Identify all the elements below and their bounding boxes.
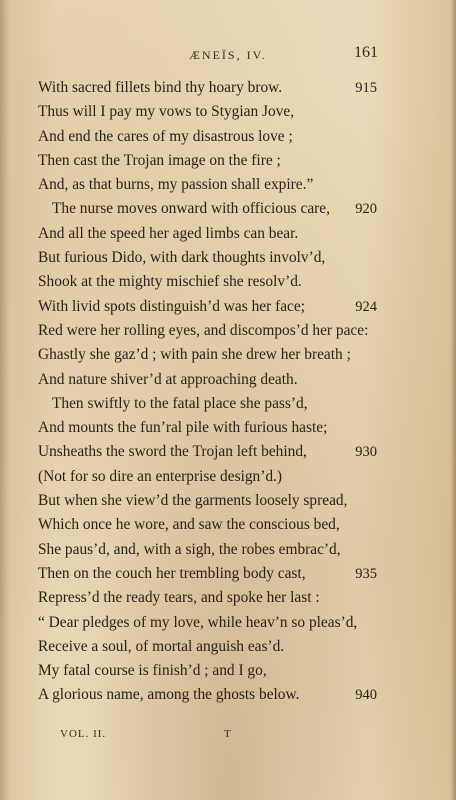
line-number: 940 bbox=[355, 687, 377, 704]
verse-line bbox=[0, 368, 456, 392]
verse-line-text: And mounts the fun’ral pile with furious haste; bbox=[38, 419, 328, 437]
line-number: 924 bbox=[355, 298, 377, 315]
verse-line bbox=[0, 489, 456, 513]
verse-line bbox=[0, 611, 456, 635]
verse-line bbox=[0, 440, 456, 464]
verse-line bbox=[0, 635, 456, 659]
verse-line bbox=[0, 465, 456, 489]
verse-line-text: But when she view’d the garments loosely spread, bbox=[38, 492, 348, 510]
verse-line bbox=[0, 295, 456, 319]
verse-line-text: Ghastly she gaz’d ; with pain she drew her breath ; bbox=[38, 346, 351, 364]
signature-mark: T bbox=[224, 728, 232, 740]
verse-line-text: The nurse moves onward with officious care, bbox=[52, 200, 330, 218]
verse-line-text: Shook at the mighty mischief she resolv’d. bbox=[38, 273, 302, 291]
verse-line-text: With sacred fillets bind thy hoary brow. bbox=[38, 79, 283, 96]
verse-line-text: Receive a soul, of mortal anguish eas’d. bbox=[38, 637, 285, 655]
verse-line bbox=[0, 222, 456, 246]
page-number: 161 bbox=[354, 44, 378, 61]
verse-line-text: And, as that burns, my passion shall expire.” bbox=[38, 176, 314, 194]
line-number: 920 bbox=[355, 201, 377, 218]
footer bbox=[0, 728, 456, 744]
verse-line bbox=[0, 538, 456, 562]
verse-line-text: Then on the couch her trembling body cast, bbox=[38, 564, 306, 582]
verse-line bbox=[0, 149, 456, 173]
verse-line-text: “ Dear pledges of my love, while heav’n so pleas’d, bbox=[38, 613, 358, 631]
verse-block bbox=[0, 76, 456, 708]
verse-line bbox=[0, 246, 456, 270]
verse-line bbox=[0, 392, 456, 416]
verse-line bbox=[0, 197, 456, 221]
verse-line bbox=[0, 659, 456, 683]
verse-line bbox=[0, 343, 456, 367]
line-number: 915 bbox=[355, 80, 377, 96]
verse-line-text: And all the speed her aged limbs can bear. bbox=[38, 224, 299, 242]
verse-line-text: Red were her rolling eyes, and discompos’d her pace: bbox=[38, 321, 369, 339]
verse-line bbox=[0, 100, 456, 124]
verse-line bbox=[0, 416, 456, 440]
verse-line-text: Unsheaths the sword the Trojan left behind, bbox=[38, 443, 307, 461]
verse-line-text: With livid spots distinguish’d was her face; bbox=[38, 297, 305, 315]
verse-line-text: A glorious name, among the ghosts below. bbox=[38, 686, 300, 704]
verse-line-text: She paus’d, and, with a sigh, the robes embrac’d, bbox=[38, 540, 341, 558]
line-number: 935 bbox=[355, 565, 377, 582]
verse-line bbox=[0, 513, 456, 537]
verse-line-text: (Not for so dire an enterprise design’d.) bbox=[38, 467, 283, 485]
verse-line bbox=[0, 270, 456, 294]
running-title: ÆNEÏS, IV. bbox=[189, 48, 267, 62]
verse-line bbox=[0, 683, 456, 707]
verse-line-text: And end the cares of my disastrous love ; bbox=[38, 127, 293, 145]
verse-line bbox=[0, 319, 456, 343]
verse-line bbox=[0, 173, 456, 197]
verse-line bbox=[0, 562, 456, 586]
verse-line-text: My fatal course is finish’d ; and I go, bbox=[38, 662, 267, 680]
verse-line-text: And nature shiver’d at approaching death. bbox=[38, 370, 298, 388]
verse-line-text: But furious Dido, with dark thoughts involv’d, bbox=[38, 249, 326, 267]
verse-line-text: Then swiftly to the fatal place she pass’d, bbox=[52, 394, 308, 412]
volume-label: VOL. II. bbox=[60, 728, 107, 740]
verse-line-text: Which once he wore, and saw the conscious bed, bbox=[38, 516, 340, 534]
verse-line-text: Thus will I pay my vows to Stygian Jove, bbox=[38, 103, 295, 121]
line-number: 930 bbox=[355, 444, 377, 461]
verse-line-text: Then cast the Trojan image on the fire ; bbox=[38, 151, 281, 169]
verse-line bbox=[0, 586, 456, 610]
verse-line bbox=[0, 76, 456, 100]
verse-line bbox=[0, 125, 456, 149]
verse-line-text: Repress’d the ready tears, and spoke her last : bbox=[38, 589, 320, 607]
